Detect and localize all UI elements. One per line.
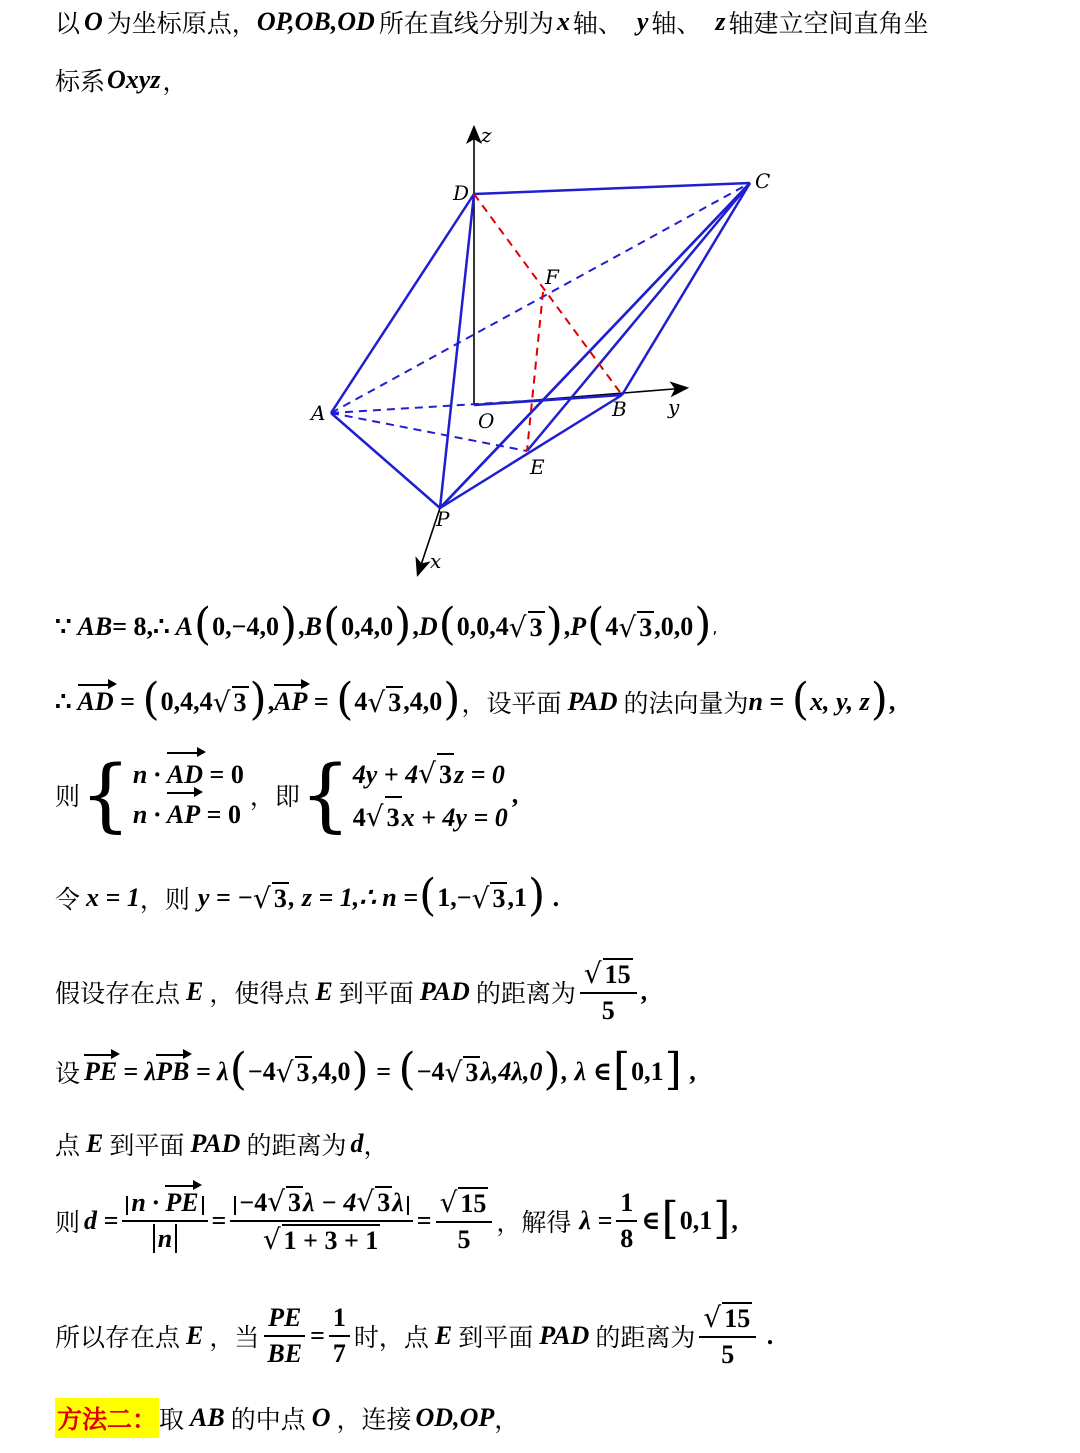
- math-text: = 0: [200, 800, 241, 830]
- math-var: E: [186, 977, 204, 1007]
- math-var: y: [636, 7, 649, 36]
- text-line-1: [55, 4, 929, 40]
- radicand: 3: [639, 613, 653, 642]
- vector-PB: PB: [156, 1057, 190, 1086]
- text: ，即: [249, 782, 300, 812]
- text: 到平面: [458, 1323, 534, 1353]
- text: 标系: [55, 67, 106, 96]
- text: 到平面: [109, 1131, 185, 1160]
- math-text: −4: [416, 1057, 445, 1086]
- math-text: ,0,0: [654, 612, 694, 641]
- equation-system-2: 4y + 4√ 3z = 0 4√ 3x + 4y = 0: [353, 752, 508, 839]
- math-text: n ·: [132, 760, 167, 790]
- label-D: D: [453, 181, 470, 205]
- therefore-symbol: ∴: [55, 687, 72, 716]
- math-text: λ: [392, 1188, 404, 1217]
- math-var: PAD: [539, 1321, 590, 1351]
- numerator: 1: [616, 1188, 637, 1222]
- denominator: 5: [457, 1225, 471, 1255]
- text: 则: [55, 1208, 81, 1238]
- math-text: ,4,0: [311, 1057, 351, 1086]
- geometry-figure: [300, 120, 780, 580]
- math-var: PAD: [190, 1129, 241, 1158]
- text: ，使得点: [209, 979, 310, 1009]
- denominator: 7: [332, 1339, 346, 1369]
- text-line-7: 假设存在点 E ，使得点 E 到平面 PAD 的距离为 $\frac{√ 15}{5}$ ,: [55, 957, 648, 1026]
- label-B: B: [612, 397, 627, 421]
- math-text: λ,4λ,0: [480, 1057, 543, 1086]
- fraction: [263, 1303, 306, 1369]
- text: 的距离为: [475, 979, 576, 1009]
- label-y: y: [668, 395, 680, 419]
- text: ，设平面: [461, 689, 562, 718]
- radicand: 3: [296, 1058, 310, 1087]
- text: ，当: [209, 1323, 260, 1353]
- radicand: 3: [233, 688, 247, 717]
- math-var: OD,OP: [415, 1403, 495, 1432]
- math-text: 1,−: [437, 883, 472, 912]
- math-var: D: [418, 612, 438, 641]
- math-text: = 8,: [112, 612, 154, 641]
- radicand: 3: [385, 796, 402, 838]
- math-var: n: [153, 1224, 177, 1253]
- text: 以: [55, 9, 81, 38]
- method-two-highlight: 方法二：: [55, 1398, 159, 1438]
- math-var: E: [86, 1129, 104, 1158]
- radicand: 3: [377, 1188, 391, 1217]
- text: ，: [494, 1405, 520, 1434]
- radicand: 3: [273, 884, 287, 913]
- math-text: x, y, z: [810, 687, 870, 716]
- text: 假设存在点: [55, 979, 181, 1009]
- text: 则: [55, 782, 81, 812]
- radicand: 15: [604, 960, 631, 989]
- vector-PE: PE: [84, 1057, 118, 1086]
- numerator: 1: [329, 1303, 350, 1337]
- text: 到平面: [338, 979, 414, 1009]
- text: 点: [55, 1131, 81, 1160]
- math-var: n: [131, 1188, 146, 1218]
- fraction: $\frac{√ 15}{5}$: [699, 1302, 756, 1370]
- math-text: x = 1: [86, 883, 140, 912]
- math-var: E: [186, 1321, 204, 1351]
- denominator: BE: [267, 1339, 303, 1369]
- radicand: 15: [724, 1304, 751, 1333]
- vector-AD: AD: [167, 755, 203, 795]
- math-var: PAD: [567, 687, 618, 716]
- text: 的法向量为: [623, 689, 749, 718]
- math-text: , λ ∈: [561, 1057, 612, 1086]
- text: 轴、: [651, 9, 702, 38]
- math-var: B: [304, 612, 322, 641]
- fraction: [616, 1188, 637, 1254]
- math-var: AB: [77, 612, 113, 641]
- vector-AP: AP: [274, 687, 308, 716]
- math-var: P: [570, 612, 587, 641]
- therefore-symbol: ∴: [153, 612, 170, 641]
- label-P: P: [436, 507, 450, 531]
- text: 的距离为: [595, 1323, 696, 1353]
- radicand: 3: [492, 884, 506, 913]
- fraction: [329, 1303, 350, 1369]
- text: 的中点: [230, 1405, 306, 1434]
- math-text: 4: [352, 803, 366, 833]
- math-text: 4: [605, 612, 619, 641]
- text: 的距离为: [246, 1131, 347, 1160]
- radicand: 15: [460, 1189, 487, 1219]
- math-var: OP,OB,OD: [256, 7, 375, 36]
- math-text: λ − 4: [303, 1188, 357, 1217]
- math-text: ,4,0: [403, 687, 443, 716]
- math-text: −4: [239, 1188, 268, 1217]
- text: 轴建立空间直角坐: [728, 9, 929, 38]
- label-A: A: [311, 401, 326, 425]
- because-symbol: ∵: [55, 612, 72, 641]
- radicand: 3: [388, 688, 402, 717]
- math-text: 0,4,0: [341, 612, 394, 641]
- text-line-10: 则 d = $\frac{n \cdot PE}{n}$ = $\frac{-4√ 3\lambda - 4√ 3\lambda}{√ 1 + 3 + 1}$ = $\frac{√ 15}{5}$ ，解得 λ = $\frac{1}{8}$ ∈ [ 0,1 ] ,: [55, 1185, 738, 1257]
- radicand: 3: [437, 753, 454, 795]
- text: ，则: [139, 885, 190, 914]
- text: ，: [162, 67, 188, 96]
- text-line-5: 则 { n · AD = 0 n · AP = 0 ，即 { 4y + 4√ 3z = 0 4√ 3x + 4y = 0 ,: [55, 748, 519, 842]
- equation-system-1: [133, 755, 244, 836]
- math-text: −4: [247, 1057, 276, 1086]
- radicand: 3: [529, 613, 543, 642]
- label-z: z: [481, 123, 492, 147]
- label-O: O: [478, 409, 495, 433]
- fraction: [122, 1188, 207, 1254]
- text: ，连接: [336, 1405, 412, 1434]
- math-text: = λ: [123, 1057, 157, 1086]
- label-x: x: [430, 549, 442, 573]
- text: 令: [55, 885, 81, 914]
- math-var: A: [175, 612, 193, 641]
- denominator: 5: [601, 996, 615, 1026]
- text: ，解得: [496, 1208, 572, 1238]
- math-text: 0,0,4: [456, 612, 509, 641]
- vector-PE: PE: [165, 1188, 199, 1218]
- fraction: $\frac{-4√ 3\lambda - 4√ 3\lambda}{√ 1 + 3 + 1}$: [230, 1186, 412, 1256]
- math-var: E: [315, 977, 333, 1007]
- text: 设: [55, 1059, 81, 1088]
- math-var: AB: [190, 1403, 225, 1432]
- math-var: Oxyz: [107, 65, 161, 94]
- math-var: O: [84, 7, 103, 36]
- text: 为坐标原点，: [106, 9, 257, 38]
- radicand: 3: [465, 1058, 479, 1087]
- text: 轴、: [572, 9, 623, 38]
- label-C: C: [755, 169, 771, 193]
- math-var: O: [311, 1403, 331, 1432]
- math-text: n ·: [132, 800, 167, 830]
- text-line-9: [55, 1126, 388, 1162]
- math-var: x: [556, 7, 570, 36]
- text-line-8: 设 PE = λ PB = λ ( −4 √ 3 ,4,0 ) = ( −4 √ 3 λ,4λ,0 ) , λ ∈ [ 0,1 ] ,: [55, 1044, 696, 1095]
- text-line-4: ∴ AD = ( 0,4,4 √ 3 ) , AP = ( 4 √ 3 ,4,0 ) ，设平面 PAD 的法向量为 n = ( x, y, z ) ,: [55, 674, 896, 725]
- denominator: 8: [620, 1224, 634, 1254]
- text: 所在直线分别为: [378, 9, 554, 38]
- text-line-12: [55, 1398, 519, 1438]
- text-line-3: ∵ AB = 8, ∴ A ( 0,−4,0 ) , B ( 0,4,0 ) , D ( 0,0,4 √ 3 ) , P ( 4 √ 3 ,0,0 ) ,: [55, 599, 718, 650]
- text: 所以存在点: [55, 1323, 181, 1353]
- math-text: = 0: [203, 760, 244, 790]
- math-text: d =: [84, 1206, 119, 1236]
- fraction: $\frac{√ 15}{5}$: [580, 958, 637, 1026]
- text-line-11: 所以存在点 E ，当 $\frac{PE}{BE}$ = $\frac{1}{7}$ 时，点 E 到平面 PAD 的距离为 $\frac{√ 15}{5}$ .: [55, 1301, 774, 1370]
- label-F: F: [545, 265, 559, 289]
- math-text: 0,4,4: [160, 687, 213, 716]
- math-text: x + 4y = 0: [401, 803, 508, 833]
- numerator: PE: [264, 1303, 305, 1337]
- math-text: 0,1: [631, 1057, 664, 1086]
- radicand: 3: [288, 1188, 302, 1217]
- math-var: d: [350, 1129, 364, 1158]
- text-line-6: 令 x = 1 ，则 y = − √ 3 , z = 1,∴ n = ( 1,− √ 3 ,1 ) .: [55, 870, 560, 921]
- math-text: ,1: [507, 883, 527, 912]
- math-text: λ =: [579, 1206, 613, 1236]
- math-var: n: [748, 687, 764, 716]
- fraction: $\frac{√ 15}{5}$: [436, 1187, 493, 1255]
- text: ，: [363, 1131, 389, 1160]
- text: 取: [159, 1405, 185, 1434]
- math-text: , z = 1,∴ n =: [288, 883, 419, 912]
- denominator: 5: [721, 1340, 735, 1370]
- math-var: PAD: [419, 977, 470, 1007]
- math-var: E: [434, 1321, 453, 1351]
- text-line-2: [55, 62, 187, 98]
- vector-AP: AP: [167, 795, 200, 835]
- math-text: z = 0: [453, 760, 505, 789]
- math-text: y = −: [197, 883, 253, 912]
- math-text: 0,1: [679, 1206, 713, 1236]
- text: 时，点: [353, 1323, 429, 1353]
- math-text: 0,−4,0: [212, 612, 279, 641]
- radicand: 1 + 3 + 1: [283, 1226, 379, 1256]
- label-E: E: [530, 455, 545, 479]
- math-text: ·: [145, 1188, 166, 1218]
- vector-AD: AD: [77, 687, 114, 716]
- math-text: 4y + 4: [352, 760, 419, 789]
- math-var: z: [715, 7, 726, 36]
